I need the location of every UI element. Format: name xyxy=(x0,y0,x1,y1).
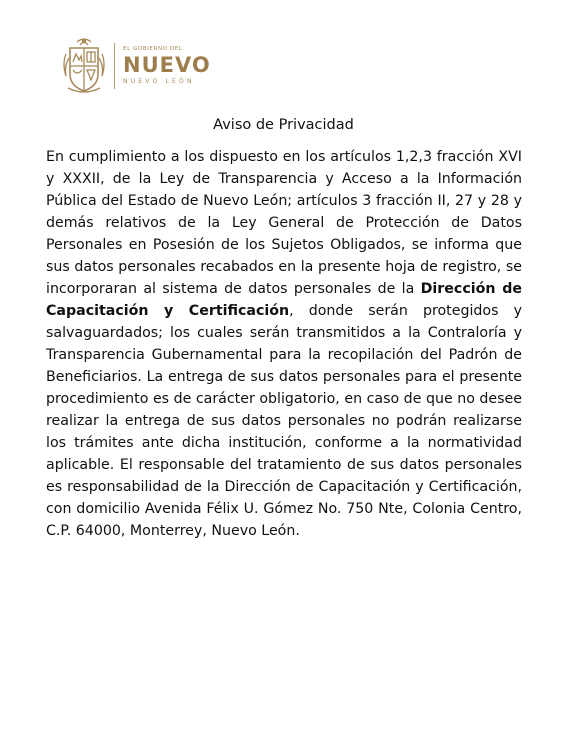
header-logo xyxy=(60,36,211,96)
brand-top-text: EL GOBIERNO DEL xyxy=(123,45,183,52)
coat-of-arms-icon xyxy=(60,36,108,96)
logo-divider xyxy=(114,43,115,89)
page-title: Aviso de Privacidad xyxy=(213,117,354,133)
privacy-paragraph xyxy=(46,146,522,542)
brand-main-text: NUEVO xyxy=(123,53,211,78)
brand-wordmark xyxy=(123,47,211,86)
paragraph-text-part2: , donde serán protegidos y salvaguardados; los cuales serán transmitidos a la Contraloría y Transparencia Gubernamental para la recopilación del Padrón de Beneficiarios. La entrega de sus datos personales para el presente procedimiento es de carácter obligatorio, en caso de que no desee realizar la entrega de sus datos personales no podrán realizarse los trámites ante dicha institución, conforme a la normatividad aplicable. El responsable del tratamiento de sus datos personales es responsabilidad de la Dirección de Capacitación y Certificación, con domicilio Avenida Félix U. Gómez No. 750 Nte, Colonia Centro, C.P. 64000, Monterrey, Nuevo León. xyxy=(46,303,522,539)
paragraph-bold-text: Dirección de Capacitación y Certificación xyxy=(46,281,522,319)
paragraph-text-part1: En cumplimiento a los dispuesto en los artículos 1,2,3 fracción XVI y XXXII, de la Ley de Transparencia y Acceso a la Información Pública del Estado de Nuevo León; artículos 3 fracción II, 27 y 28 y demás relativos de la Ley General de Protección de Datos Personales en Posesión de los Sujetos Obligados, se informa que sus datos personales recabados en la presente hoja de registro, se incorporaran al sistema de datos personales de la xyxy=(46,149,522,297)
brand-bottom-text: NUEVO LEÓN xyxy=(123,78,195,86)
